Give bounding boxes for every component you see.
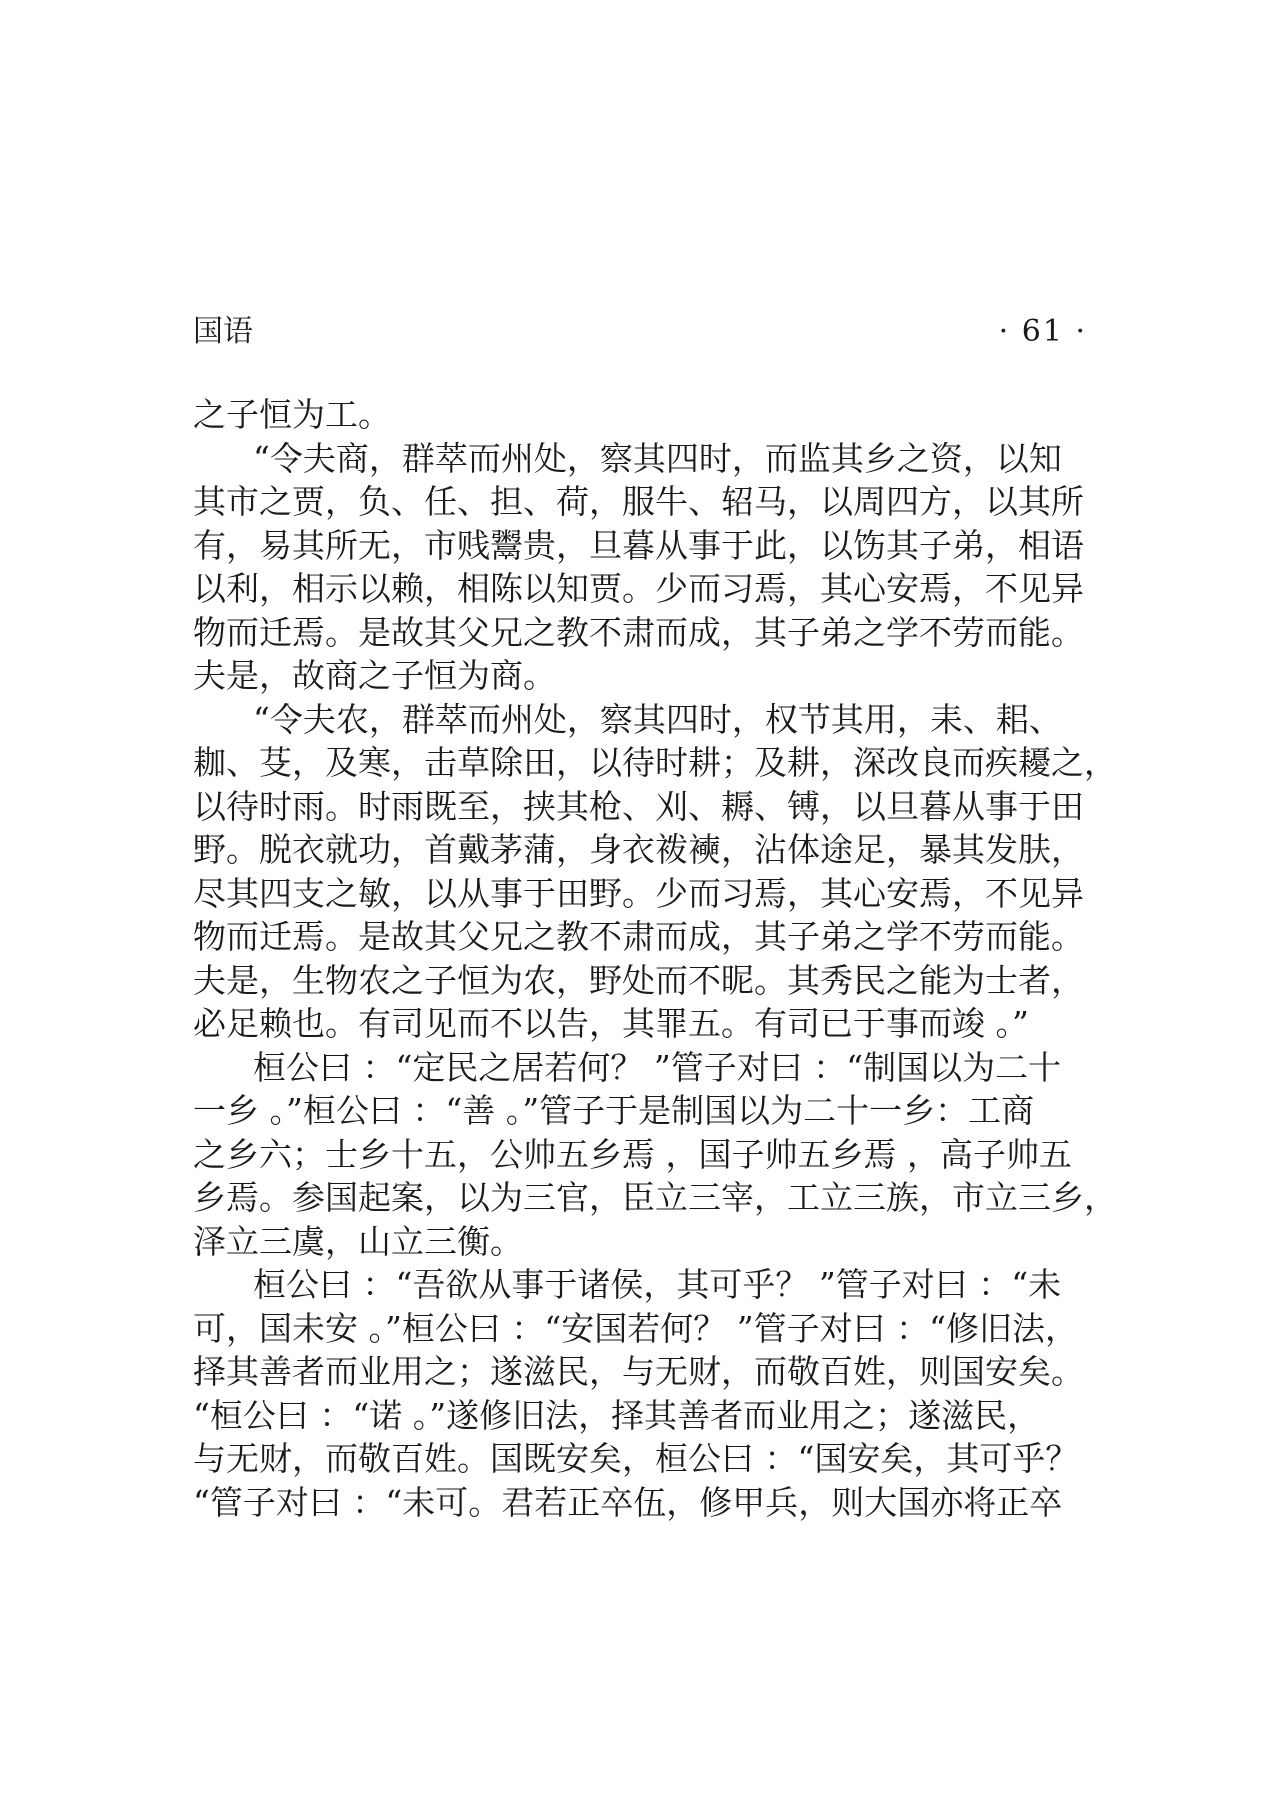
text-line: 可，国未安 。”桓公曰 ：“安国若何？ ”管子对曰 ：“修旧法， bbox=[193, 1308, 1078, 1348]
text-line: 以利，相示以赖，相陈以知贾。少而习焉，其心安焉，不见异 bbox=[193, 569, 1084, 608]
text-line: 物而迁焉。是故其父兄之教不肃而成，其子弟之学不劳而能。 bbox=[193, 612, 1084, 652]
text-line: “令夫商，群萃而州处，察其四时，而监其乡之资，以知 bbox=[253, 438, 1062, 478]
text-line: 以待时雨。时雨既至，挟其枪、刈、耨、镈，以旦暮从事于田 bbox=[193, 786, 1084, 826]
text-line: 之子恒为工。 bbox=[193, 395, 391, 434]
text-line: 乡焉。参国起案，以为三官，臣立三宰，工立三族，市立三乡， bbox=[193, 1178, 1117, 1217]
body-text bbox=[193, 393, 1117, 1524]
text-line: “令夫农，群萃而州处，察其四时，权节其用，耒、耜、 bbox=[253, 699, 1062, 739]
running-head bbox=[193, 312, 1087, 352]
text-line: 桓公曰 ：“吾欲从事于诸侯，其可乎？ ”管子对曰 ：“未 bbox=[253, 1265, 1062, 1304]
text-line: 尽其四支之敏，以从事于田野。少而习焉，其心安焉，不见异 bbox=[193, 873, 1084, 913]
text-line: “桓公曰 ：“诺 。”遂修旧法，择其善者而业用之；遂滋民， bbox=[193, 1395, 1041, 1435]
text-line: 必足赖也。有司见而不以告，其罪五。有司已于事而竣 。” bbox=[193, 1004, 1029, 1043]
text-line: 野。脱衣就功，首戴茅蒲，身衣袯襫，沾体途足，暴其发肤， bbox=[193, 830, 1084, 869]
text-line: 耞、芟，及寒，击草除田，以待时耕；及耕，深改良而疾耰之， bbox=[193, 743, 1117, 782]
text-line: 夫是，生物农之子恒为农，野处而不昵。其秀民之能为士者， bbox=[193, 960, 1084, 1000]
text-line: 有，易其所无，市贱鬻贵，旦暮从事于此，以饬其子弟，相语 bbox=[193, 525, 1084, 565]
text-line: 夫是，故商之子恒为商。 bbox=[193, 656, 556, 695]
text-line: 一乡 。”桓公曰 ：“善 。”管子于是制国以为二十一乡：工商 bbox=[193, 1091, 1035, 1130]
text-line: 物而迁焉。是故其父兄之教不肃而成，其子弟之学不劳而能。 bbox=[193, 917, 1084, 956]
text-line: 泽立三虞，山立三衡。 bbox=[193, 1221, 523, 1261]
text-line: 桓公曰 ：“定民之居若何？ ”管子对曰 ：“制国以为二十 bbox=[253, 1047, 1062, 1087]
text-line: 其市之贾，负、任、担、荷，服牛、轺马，以周四方，以其所 bbox=[193, 482, 1084, 521]
book-title: 国语 bbox=[193, 314, 253, 349]
text-line: 择其善者而业用之；遂滋民，与无财，而敬百姓，则国安矣。 bbox=[193, 1352, 1084, 1391]
page-number: · 61 · bbox=[998, 314, 1087, 349]
text-line: “管子对曰 ：“未可。君若正卒伍，修甲兵，则大国亦将正卒 bbox=[193, 1482, 1063, 1522]
text-line: 与无财，而敬百姓。国既安矣，桓公曰 ：“国安矣，其可乎？ bbox=[193, 1439, 1079, 1478]
text-line: 之乡六；士乡十五，公帅五乡焉 ，国子帅五乡焉 ，高子帅五 bbox=[193, 1134, 1072, 1174]
